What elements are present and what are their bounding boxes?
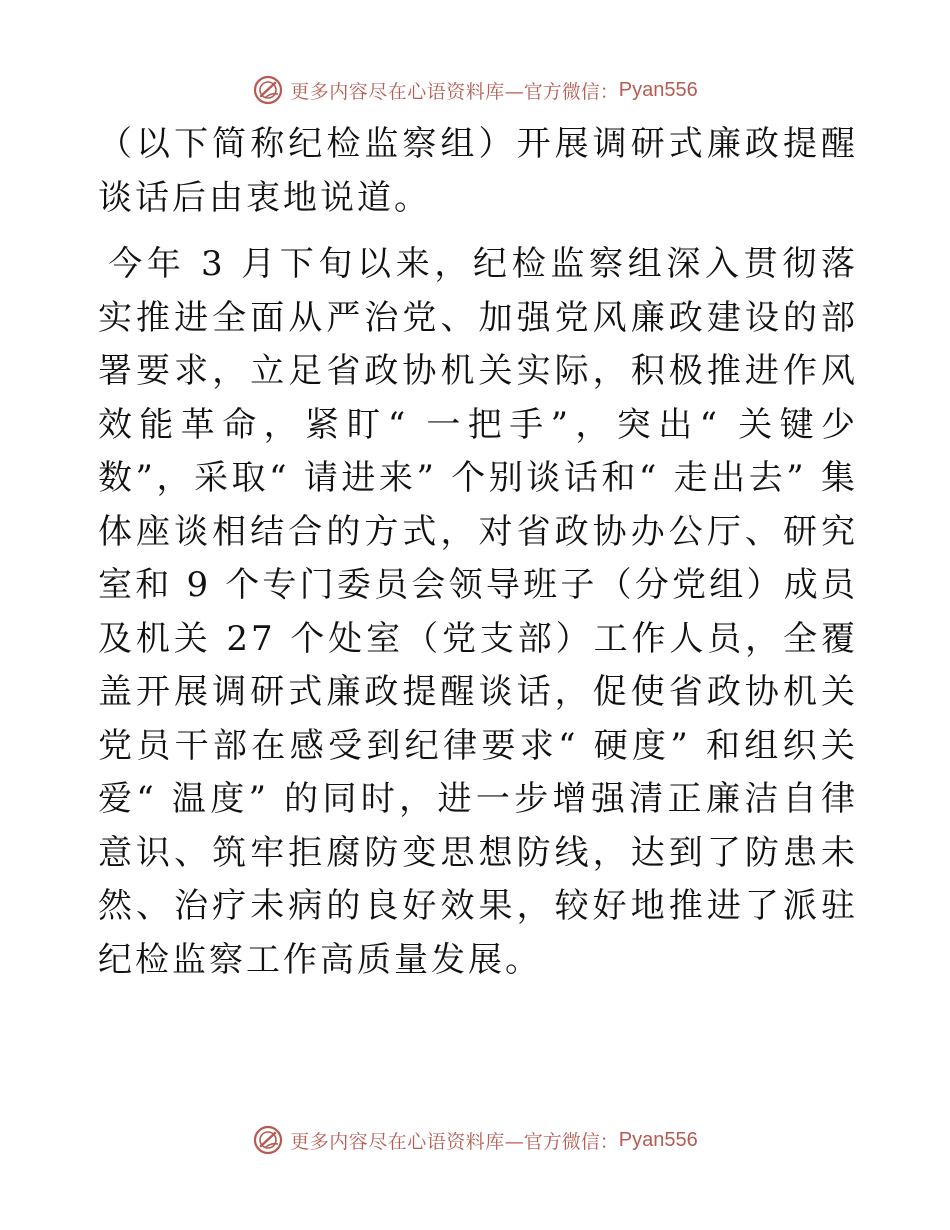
document-body [98, 118, 858, 987]
red-seal-logo-icon [252, 1124, 284, 1156]
red-seal-logo-icon [252, 74, 284, 106]
watermark-wechat-id: Pyan556 [618, 78, 698, 101]
paragraph-2: 今年 3 月下旬以来，纪检监察组深入贯彻落实推进全面从严治党、加强党风廉政建设的部署要求，立足省政协机关实际，积极推进作风效能革命，紧盯“ 一把手”，突出“ 关键少数”，采取“ 请进来” 个别谈话和“ 走出去” 集体座谈相结合的方式，对省政协办公厅、研究室和 9 个专门委员会领导班子（分党组）成员及机关 27 个处室（党支部）工作人员，全覆盖开展调研式廉政提醒谈话，促使省政协机关党员干部在感受到纪律要求“ 硬度” 和组织关爱“ 温度” 的同时，进一步增强清正廉洁自律意识、筑牢拒腐防变思想防线，达到了防患未然、治疗未病的良好效果，较好地推进了派驻纪检监察工作高质量发展。 [98, 244, 858, 980]
watermark-contact-label: —官方微信： [504, 1130, 619, 1153]
paragraph-1: （以下简称纪检监察组）开展调研式廉政提醒谈话后由衷地说道。 [98, 124, 858, 218]
watermark-site-text: 更多内容尽在心语资料库 [290, 80, 505, 103]
watermark-site-text: 更多内容尽在心语资料库 [290, 1130, 505, 1153]
header-watermark [0, 70, 950, 110]
footer-watermark [0, 1120, 950, 1160]
watermark-wechat-id: Pyan556 [618, 1128, 698, 1151]
watermark-contact-label: —官方微信： [504, 80, 619, 103]
